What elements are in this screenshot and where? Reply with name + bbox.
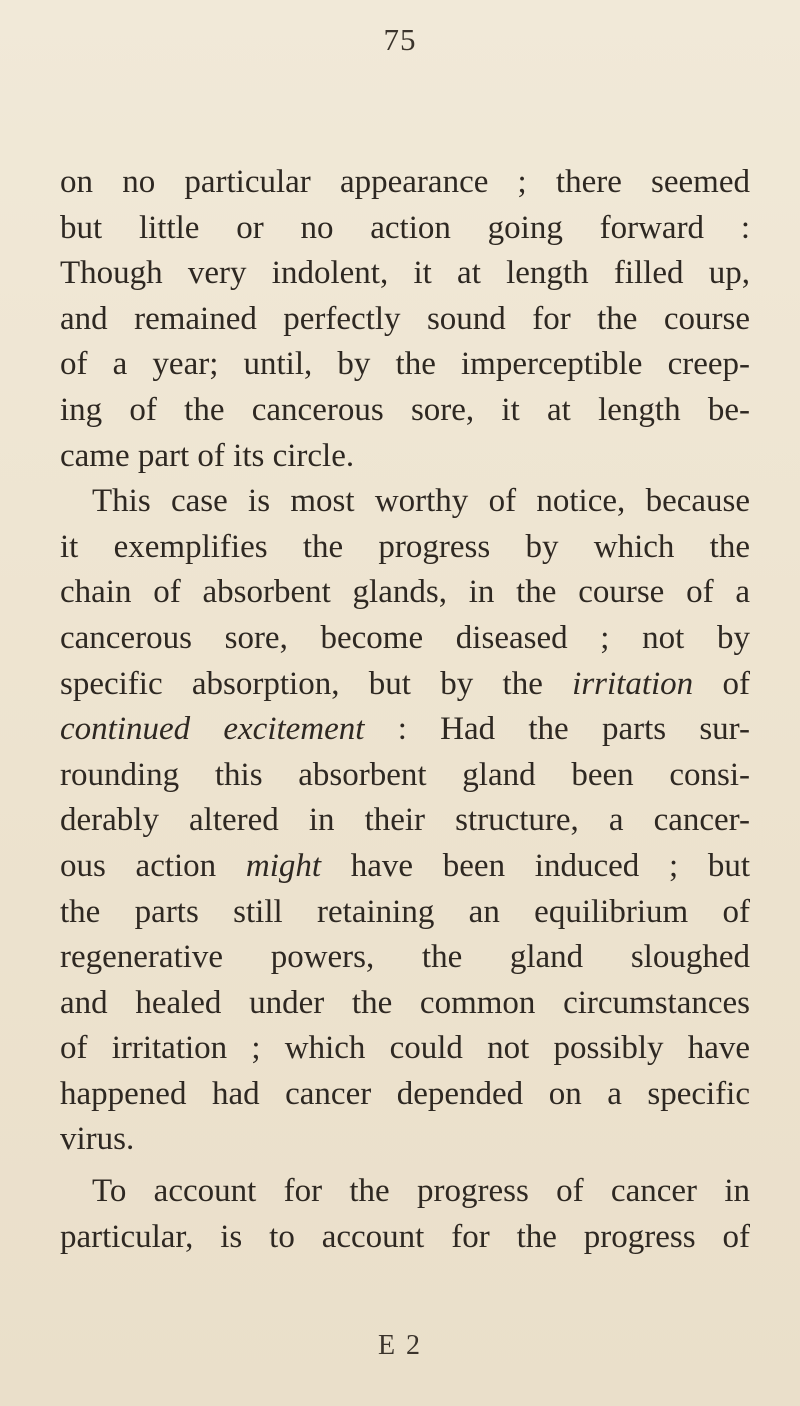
text-line (60, 1117, 750, 1163)
text-span: of (693, 665, 750, 702)
text-line (60, 890, 750, 936)
text-line (60, 297, 750, 343)
text-line (60, 160, 750, 206)
page-number: 75 (383, 22, 417, 57)
text-line (60, 753, 750, 799)
body-text (60, 160, 750, 1260)
text-span: specific absorption, but by the (60, 665, 573, 702)
signature-mark: E 2 (377, 1330, 423, 1361)
text-line (60, 707, 750, 753)
text-line (60, 981, 750, 1027)
text-line (60, 525, 750, 571)
text-span: came part of its circle. (60, 437, 355, 474)
text-line (60, 1169, 750, 1215)
text-span: particular, is to account for the progress of (60, 1218, 750, 1255)
text-line (60, 798, 750, 844)
text-span: chain of absorbent glands, in the course of a (60, 574, 750, 611)
text-span: This case is most worthy of notice, because (92, 483, 750, 520)
text-span: rounding this absorbent gland been consi- (60, 756, 750, 793)
italic-text: irritation (572, 665, 694, 702)
text-span: virus. (60, 1121, 135, 1158)
text-span: : Had the parts sur- (364, 711, 751, 748)
text-span: but little or no action going forward : (60, 209, 750, 246)
text-line (60, 935, 750, 981)
text-span: derably altered in their structure, a cancer- (60, 802, 750, 839)
text-line (60, 342, 750, 388)
text-span: Though very indolent, it at length filled up, (60, 255, 750, 292)
text-span: ous action (60, 847, 246, 884)
text-span: the parts still retaining an equilibrium of (60, 893, 750, 930)
text-span: and remained perfectly sound for the course (60, 300, 750, 337)
text-line (60, 616, 750, 662)
text-span: it exemplifies the progress by which the (60, 528, 750, 565)
text-span: on no particular appearance ; there seemed (60, 164, 750, 200)
italic-text: continued excitement (60, 711, 365, 748)
text-line (60, 388, 750, 434)
text-line (60, 662, 750, 708)
text-line (60, 479, 750, 525)
text-span: of irritation ; which could not possibly have (60, 1030, 750, 1067)
italic-text: might (245, 847, 322, 884)
text-line (60, 1215, 750, 1261)
text-line (60, 434, 750, 480)
text-span: of a year; until, by the imperceptible creep- (60, 346, 750, 383)
text-span: cancerous sore, become diseased ; not by (60, 619, 750, 656)
text-span: ing of the cancerous sore, it at length be- (60, 391, 750, 428)
text-span: To account for the progress of cancer in (92, 1173, 750, 1210)
text-line (60, 1026, 750, 1072)
text-span: and healed under the common circumstances (60, 984, 750, 1021)
text-line (60, 206, 750, 252)
text-span: happened had cancer depended on a specific (60, 1075, 750, 1112)
text-span: have been induced ; but (321, 847, 750, 884)
text-line (60, 570, 750, 616)
text-span: regenerative powers, the gland sloughed (60, 939, 750, 976)
text-line (60, 251, 750, 297)
text-line (60, 1072, 750, 1118)
text-line (60, 844, 750, 890)
